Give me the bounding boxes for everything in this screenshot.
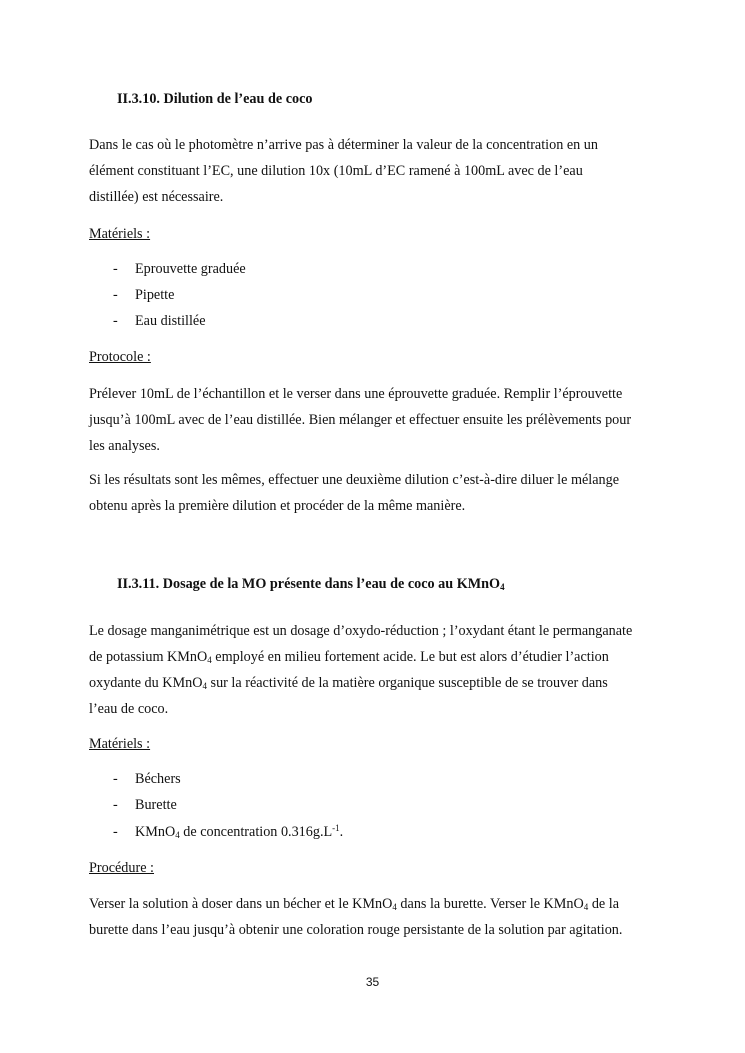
text-line: distillée) est nécessaire. [89,189,224,205]
text-line: obtenu après la première dilution et procéder de la même manière. [89,498,466,514]
protocol-paragraph [89,381,655,459]
materials-label: Matériels : [89,736,151,752]
procedure-label: Procédure : [89,860,155,876]
text-line: les analyses. [89,438,160,454]
material-item: KMnO$_4$ de concentration $0.316g.L^{-1}$. [135,823,344,840]
repeat-dilution-paragraph [89,467,655,519]
dilution-intro-paragraph [89,132,655,210]
bullet-dash: - [113,771,118,787]
procedure-paragraph [89,891,655,943]
materials-label: Matériels : [89,226,151,242]
dosage-intro-paragraph [89,618,655,722]
page-number: 35 [365,975,380,989]
text-line: Le dosage manganimétrique est un dosage d’oxydo-réduction ; l’oxydant étant le permanganate [89,623,633,639]
bullet-dash: - [113,261,118,277]
bullet-dash: - [113,313,118,329]
material-item: Pipette [135,287,175,303]
material-item: Eau distillée [135,313,206,329]
text-line: l’eau de coco. [89,701,169,717]
protocol-label: Protocole : [89,349,151,365]
bullet-dash: - [113,824,118,840]
text-line: burette dans l’eau jusqu’à obtenir une coloration rouge persistante de la solution par agitation. [89,922,623,938]
text-line: élément constituant l’EC, une dilution 10x (10mL d’EC ramené à 100mL avec de l’eau [89,163,583,179]
text-line: Si les résultats sont les mêmes, effectuer une deuxième dilution c’est-à-dire diluer le mélange [89,472,620,488]
material-item: Eprouvette graduée [135,261,246,277]
bullet-dash: - [113,797,118,813]
section-heading-dilution: II.3.10. Dilution de l’eau de coco [117,91,313,107]
text-line: Verser la solution à doser dans un bécher et le KMnO$_4$ dans la burette. Verser le KMnO$_4$ de la [89,896,619,912]
text-line: de potassium KMnO$_4$ employé en milieu fortement acide. Le but est alors d’étudier l’action [89,649,609,665]
text-line: jusqu’à 100mL avec de l’eau distillée. Bien mélanger et effectuer ensuite les prélèvements pour [89,412,632,428]
text-line: Dans le cas où le photomètre n’arrive pas à déterminer la valeur de la concentration en un [89,137,598,153]
text-line: Prélever 10mL de l’échantillon et le verser dans une éprouvette graduée. Remplir l’éprouvette [89,386,623,402]
text-line: oxydante du KMnO$_4$ sur la réactivité de la matière organique susceptible de se trouver dans [89,675,608,691]
material-item: Burette [135,797,177,813]
bullet-dash: - [113,287,118,303]
section-heading-dosage: II.3.11. Dosage de la MO présente dans l’eau de coco au KMnO$_4$ [117,576,505,592]
material-item: Béchers [135,771,181,787]
